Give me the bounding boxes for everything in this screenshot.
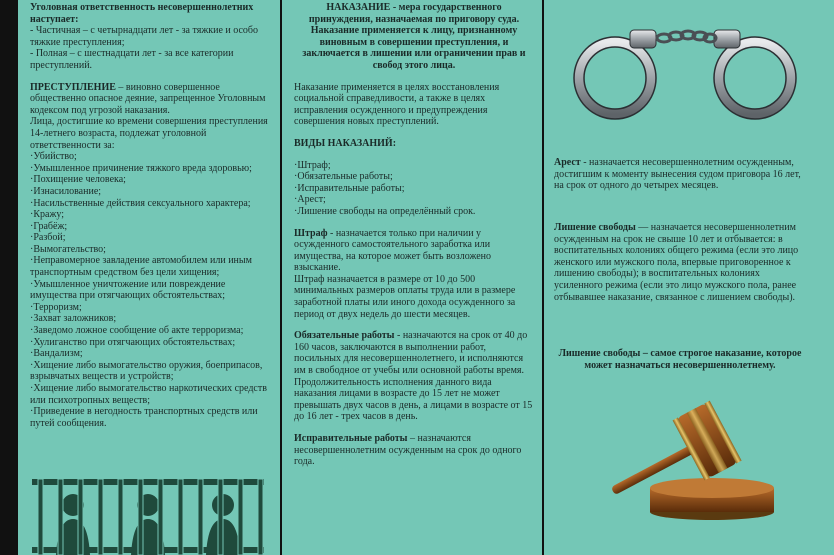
list-item: · Насильственные действия сексуального характера; (30, 198, 272, 210)
list-item: · Грабёж; (30, 221, 272, 233)
intro-line-1: - Частичная – с четырнадцати лет - за тяжкие и особо тяжкие преступления; (30, 25, 259, 48)
fine-text-2: Штраф назначается в размере от 10 до 500 минимальных размеров оплаты труда или в размере заработной платы или иного дохода осужденного за период от двух недель до шести месяцев. (294, 273, 516, 320)
list-item: · Штраф; (294, 160, 534, 172)
punishment-purpose: Наказание применяется в целях восстановления социальной справедливости, а также в целях исправления осужденного и предупреждения совершения новых преступлений. (294, 81, 500, 128)
list-item: · Обязательные работы; (294, 171, 534, 183)
list-item: · Хищение либо вымогательство оружия, боеприпасов, взрывчатых веществ и устройств; (30, 360, 272, 383)
crime-age-text: Лица, достигшие ко времени совершения преступления 14-летнего возраста, подлежат уголовной ответственности за: (30, 116, 268, 151)
list-item: · Хулиганство при отягчающих обстоятельствах; (30, 337, 272, 349)
punishment-definition: НАКАЗАНИЕ - мера государственного принуждения, назначаемая по приговору суда. Наказание применяется к лицу, признанному виновным в совершении преступления, и заключается в лишении или ограничении прав и свобод этого лица. (302, 2, 526, 71)
list-item: · Похищение человека; (30, 174, 272, 186)
deprivation-text: Лишение свободы — назначается несовершеннолетним осужденным на срок не свыше 10 лет и отбывается: в воспитательных колониях общего режима (если это лицо женского или мужского пола, впервые приговоренное к лишению свободы); в воспитательных колониях усиленного режима (если это лицо мужского пола, ранее отбывавшее наказание, связанное с лишением свободы). (554, 222, 799, 303)
arrest-text: Арест - назначается несовершеннолетним осужденным, достигшим к моменту вынесения судом приговора 16 лет, на срок от одного до четырех месяцев. (554, 157, 801, 192)
list-item: · Исправительные работы; (294, 183, 534, 195)
list-item: · Арест; (294, 194, 534, 206)
mandatory-work-text: Обязательные работы - назначаются на срок от 40 до 160 часов, заключаются в выполнении работ, посильных для несовершеннолетнего, и исполняются им в свободное от учебы или основной работы время. Продолжительность исполнения данного вида наказания лицами в возрасте до 15 лет не может превышать двух часов в день, а лицами в возрасте от 15 до 16 лет - трех часов в день. (294, 330, 533, 423)
list-item: · Вандализм; (30, 348, 272, 360)
fine-text: Штраф - назначается только при наличии у осужденного самостоятельного заработка или имущества, на которое может быть возложено взыскание. (294, 227, 492, 274)
types-title: ВИДЫ НАКАЗАНИЙ: (294, 137, 397, 149)
prison-bars-icon (18, 475, 280, 555)
column-left (18, 0, 280, 555)
conclusion-text: Лишение свободы – самое строгое наказание, которое может назначаться несовершеннолетнему. (558, 348, 802, 371)
list-item: · Терроризм; (30, 302, 272, 314)
list-item: · Кражу; (30, 209, 272, 221)
list-item: · Заведомо ложное сообщение об акте терроризма; (30, 325, 272, 337)
list-item: · Неправомерное завладение автомобилем или иным транспортным средством без цели хищения; (30, 255, 272, 278)
handcuffs-icon (560, 8, 810, 128)
list-item: · Умышленное причинение тяжкого вреда здоровью; (30, 163, 272, 175)
intro-title: Уголовная ответственность несовершеннолетних наступает: (30, 2, 254, 25)
list-item: · Умышленное уничтожение или повреждение имущества при отягчающих обстоятельствах; (30, 279, 272, 302)
list-item: · Лишение свободы на определённый срок. (294, 206, 534, 218)
correctional-work-text: Исправительные работы – назначаются несовершеннолетним осужденным на срок до одного года. (294, 433, 522, 468)
crime-definition: ПРЕСТУПЛЕНИЕ – виновно совершенное общественно опасное деяние, запрещенное Уголовным кодексом под угрозой наказания. (30, 81, 266, 116)
list-item: · Вымогательство; (30, 244, 272, 256)
types-list (294, 160, 534, 218)
list-item: · Захват заложников; (30, 313, 272, 325)
crimes-list (30, 151, 272, 429)
list-item: · Приведение в негодность транспортных средств или путей сообщения. (30, 406, 272, 429)
list-item: · Изнасилование; (30, 186, 272, 198)
intro-line-2: - Полная – с шестнадцати лет - за все категории преступлений. (30, 48, 234, 71)
list-item: · Убийство; (30, 151, 272, 163)
list-item: · Хищение либо вымогательство наркотических средств или психотропных веществ; (30, 383, 272, 406)
column-middle (282, 0, 542, 555)
gavel-icon (582, 392, 782, 522)
list-item: · Разбой; (30, 232, 272, 244)
